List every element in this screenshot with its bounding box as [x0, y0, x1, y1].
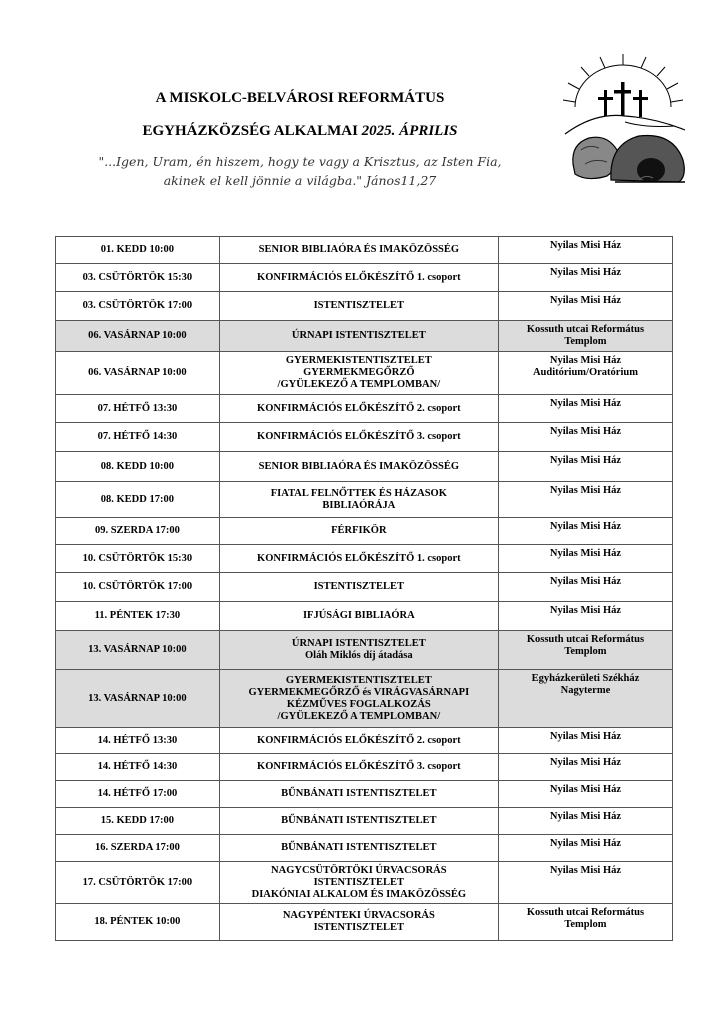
event-date-cell: 18. PÉNTEK 10:00	[56, 904, 220, 941]
table-row	[56, 237, 673, 264]
event-name-line: GYERMEKISTENTISZTELET	[285, 355, 432, 366]
event-location-cell	[498, 518, 672, 545]
quote-line-2: akinek el kell jönnie a világba." János11,27	[163, 173, 437, 188]
event-date-cell: 07. HÉTFŐ 13:30	[56, 395, 220, 423]
table-row	[56, 573, 673, 602]
event-date-cell: 06. VASÁRNAP 10:00	[56, 352, 220, 395]
event-name-cell	[219, 292, 498, 321]
event-date-cell: 09. SZERDA 17:00	[56, 518, 220, 545]
title-month: 2025. ÁPRILIS	[361, 123, 458, 139]
event-name-line: KONFIRMÁCIÓS ELŐKÉSZÍTŐ 3. csoport	[257, 761, 461, 772]
event-name-cell	[219, 518, 498, 545]
event-location-cell	[498, 482, 672, 518]
event-name-line: KONFIRMÁCIÓS ELŐKÉSZÍTŐ 2. csoport	[257, 402, 461, 414]
event-date-cell: 03. CSÜTÖRTÖK 17:00	[56, 292, 220, 321]
quote-line-1: "...Igen, Uram, én hiszem, hogy te vagy a Krisztus, az Isten Fia,	[98, 154, 502, 169]
event-location-cell	[498, 264, 672, 292]
table-row	[56, 754, 673, 781]
event-name-line: KONFIRMÁCIÓS ELŐKÉSZÍTŐ 3. csoport	[257, 431, 461, 442]
event-date-cell: 16. SZERDA 17:00	[56, 835, 220, 862]
title-line-1: A MISKOLC-BELVÁROSI REFORMÁTUS	[155, 90, 445, 106]
table-row	[56, 423, 673, 452]
event-name-line: FIATAL FELNŐTTEK ÉS HÁZASOK	[270, 487, 447, 499]
event-location-cell	[498, 862, 672, 904]
event-location-cell	[498, 670, 672, 728]
table-row	[56, 602, 673, 631]
event-date-cell: 08. KEDD 10:00	[56, 452, 220, 482]
event-name-line: SENIOR BIBLIAÓRA ÉS IMAKÖZÖSSÉG	[258, 460, 460, 472]
event-location-line: Kossuth utcai Református	[526, 634, 645, 645]
event-location-line: Nyilas Misi Ház	[549, 811, 622, 822]
event-location-cell	[498, 452, 672, 482]
event-name-cell	[219, 423, 498, 452]
table-row	[56, 292, 673, 321]
event-name-cell	[219, 602, 498, 631]
title-line-2	[60, 115, 540, 148]
event-name-line: KÉZMŰVES FOGLALKOZÁS	[286, 698, 431, 710]
event-location-line: Nyilas Misi Ház	[549, 426, 622, 437]
table-row	[56, 781, 673, 808]
event-name-cell	[219, 264, 498, 292]
event-location-line: Kossuth utcai Református	[526, 907, 645, 918]
event-location-line: Nyilas Misi Ház	[549, 295, 622, 306]
event-name-cell	[219, 352, 498, 395]
document-header	[60, 82, 540, 190]
event-name-cell	[219, 862, 498, 904]
table-row	[56, 395, 673, 423]
event-date-cell: 03. CSÜTÖRTÖK 15:30	[56, 264, 220, 292]
event-location-cell	[498, 423, 672, 452]
event-name-line: GYERMEKMEGŐRZŐ és VIRÁGVASÁRNAPI	[248, 686, 470, 698]
event-name-cell	[219, 670, 498, 728]
event-location-cell	[498, 631, 672, 670]
event-name-cell	[219, 835, 498, 862]
event-location-cell	[498, 573, 672, 602]
table-row	[56, 808, 673, 835]
event-name-cell	[219, 754, 498, 781]
table-row	[56, 631, 673, 670]
event-location-line: Nyilas Misi Ház	[549, 757, 622, 768]
event-name-line: BŰNBÁNATI ISTENTISZTELET	[281, 788, 437, 799]
event-location-line: Nyilas Misi Ház	[549, 267, 622, 278]
event-name-line: ÚRNAPI ISTENTISZTELET	[291, 638, 426, 649]
event-name-line: ISTENTISZTELET	[313, 922, 405, 933]
event-location-line: Nyilas Misi Ház	[549, 865, 622, 876]
event-name-cell	[219, 545, 498, 573]
table-row	[56, 728, 673, 754]
event-name-line: DIAKÓNIAI ALKALOM ÉS IMAKÖZÖSSÉG	[251, 888, 467, 900]
event-location-cell	[498, 728, 672, 754]
event-date-cell: 14. HÉTFŐ 14:30	[56, 754, 220, 781]
event-location-line: Nyilas Misi Ház	[549, 605, 622, 616]
table-row	[56, 862, 673, 904]
event-location-line: Nagyterme	[560, 685, 611, 696]
event-location-cell	[498, 545, 672, 573]
event-location-cell	[498, 352, 672, 395]
event-location-line: Nyilas Misi Ház	[549, 240, 622, 251]
table-row	[56, 264, 673, 292]
event-name-line: /GYÜLEKEZŐ A TEMPLOMBAN/	[277, 710, 441, 722]
event-location-cell	[498, 835, 672, 862]
event-location-line: Templom	[564, 919, 607, 930]
event-location-cell	[498, 754, 672, 781]
table-row	[56, 545, 673, 573]
event-name-line: GYERMEKISTENTISZTELET	[285, 674, 432, 686]
table-row	[56, 352, 673, 395]
table-row	[56, 904, 673, 941]
title-line-2-prefix: EGYHÁZKÖZSÉG ALKALMAI	[142, 123, 362, 139]
event-name-cell	[219, 321, 498, 352]
event-date-cell: 15. KEDD 17:00	[56, 808, 220, 835]
table-row	[56, 321, 673, 352]
event-name-cell	[219, 573, 498, 602]
three-crosses-empty-tomb-icon	[555, 52, 690, 192]
event-location-cell	[498, 395, 672, 423]
event-date-cell: 01. KEDD 10:00	[56, 237, 220, 264]
event-name-line: SENIOR BIBLIAÓRA ÉS IMAKÖZÖSSÉG	[258, 244, 460, 255]
event-location-cell	[498, 808, 672, 835]
event-location-line: Kossuth utcai Református	[526, 324, 645, 335]
table-row	[56, 670, 673, 728]
event-date-cell: 14. HÉTFŐ 17:00	[56, 781, 220, 808]
event-date-cell: 07. HÉTFŐ 14:30	[56, 423, 220, 452]
event-name-line: BŰNBÁNATI ISTENTISZTELET	[281, 815, 437, 826]
event-name-cell	[219, 452, 498, 482]
event-date-cell: 13. VASÁRNAP 10:00	[56, 631, 220, 670]
event-location-cell	[498, 602, 672, 631]
event-name-line: ISTENTISZTELET	[313, 300, 405, 311]
event-name-line: KONFIRMÁCIÓS ELŐKÉSZÍTŐ 1. csoport	[257, 552, 461, 564]
event-name-line: NAGYPÉNTEKI ÚRVACSORÁS	[282, 910, 435, 921]
event-name-line: ISTENTISZTELET	[313, 581, 405, 592]
event-name-line: KONFIRMÁCIÓS ELŐKÉSZÍTŐ 2. csoport	[257, 734, 461, 746]
event-name-cell	[219, 395, 498, 423]
event-name-cell	[219, 237, 498, 264]
event-location-line: Auditórium/Oratórium	[532, 367, 638, 378]
event-location-cell	[498, 781, 672, 808]
event-name-cell	[219, 781, 498, 808]
table-row	[56, 518, 673, 545]
event-location-line: Nyilas Misi Ház	[549, 485, 622, 496]
event-date-cell: 08. KEDD 17:00	[56, 482, 220, 518]
event-location-line: Egyházkerületi Székház	[531, 673, 640, 684]
event-date-cell: 11. PÉNTEK 17:30	[56, 602, 220, 631]
event-name-line: KONFIRMÁCIÓS ELŐKÉSZÍTŐ 1. csoport	[257, 271, 461, 283]
event-name-line: ISTENTISZTELET	[313, 876, 405, 888]
event-location-line: Nyilas Misi Ház	[549, 576, 622, 587]
event-name-line: BIBLIAÓRÁJA	[322, 499, 396, 511]
event-name-cell	[219, 728, 498, 754]
event-name-line: NAGYCSÜTÖRTÖKI ÚRVACSORÁS	[271, 864, 447, 876]
event-location-cell	[498, 904, 672, 941]
events-table	[55, 236, 673, 941]
event-location-cell	[498, 292, 672, 321]
event-location-line: Nyilas Misi Ház	[549, 548, 622, 559]
event-location-line: Nyilas Misi Ház	[549, 784, 622, 795]
event-name-cell	[219, 904, 498, 941]
event-name-line: ÚRNAPI ISTENTISZTELET	[291, 330, 426, 341]
event-name-cell	[219, 808, 498, 835]
event-name-line: GYERMEKMEGŐRZŐ	[303, 367, 415, 378]
event-date-cell: 17. CSÜTÖRTÖK 17:00	[56, 862, 220, 904]
event-name-line: /GYÜLEKEZŐ A TEMPLOMBAN/	[277, 379, 441, 390]
event-location-line: Nyilas Misi Ház	[549, 838, 622, 849]
event-location-cell	[498, 321, 672, 352]
event-date-cell: 13. VASÁRNAP 10:00	[56, 670, 220, 728]
event-location-line: Templom	[564, 646, 607, 657]
event-name-line: BŰNBÁNATI ISTENTISZTELET	[281, 842, 437, 853]
event-location-line: Nyilas Misi Ház	[549, 355, 622, 366]
event-name-cell	[219, 631, 498, 670]
event-name-line: FÉRFIKÖR	[331, 525, 387, 536]
event-name-cell	[219, 482, 498, 518]
event-date-cell: 14. HÉTFŐ 13:30	[56, 728, 220, 754]
event-name-line: Oláh Miklós díj átadása	[305, 650, 413, 661]
event-location-cell	[498, 237, 672, 264]
event-date-cell: 10. CSÜTÖRTÖK 15:30	[56, 545, 220, 573]
table-row	[56, 482, 673, 518]
event-name-line: IFJÚSÁGI BIBLIAÓRA	[302, 610, 415, 621]
event-date-cell: 06. VASÁRNAP 10:00	[56, 321, 220, 352]
event-date-cell: 10. CSÜTÖRTÖK 17:00	[56, 573, 220, 602]
bible-quote	[60, 152, 540, 190]
table-row	[56, 835, 673, 862]
event-location-line: Nyilas Misi Ház	[549, 398, 622, 409]
event-location-line: Nyilas Misi Ház	[549, 521, 622, 532]
table-row	[56, 452, 673, 482]
event-location-line: Nyilas Misi Ház	[549, 455, 622, 466]
event-location-line: Nyilas Misi Ház	[549, 731, 622, 742]
event-location-line: Templom	[564, 336, 607, 347]
